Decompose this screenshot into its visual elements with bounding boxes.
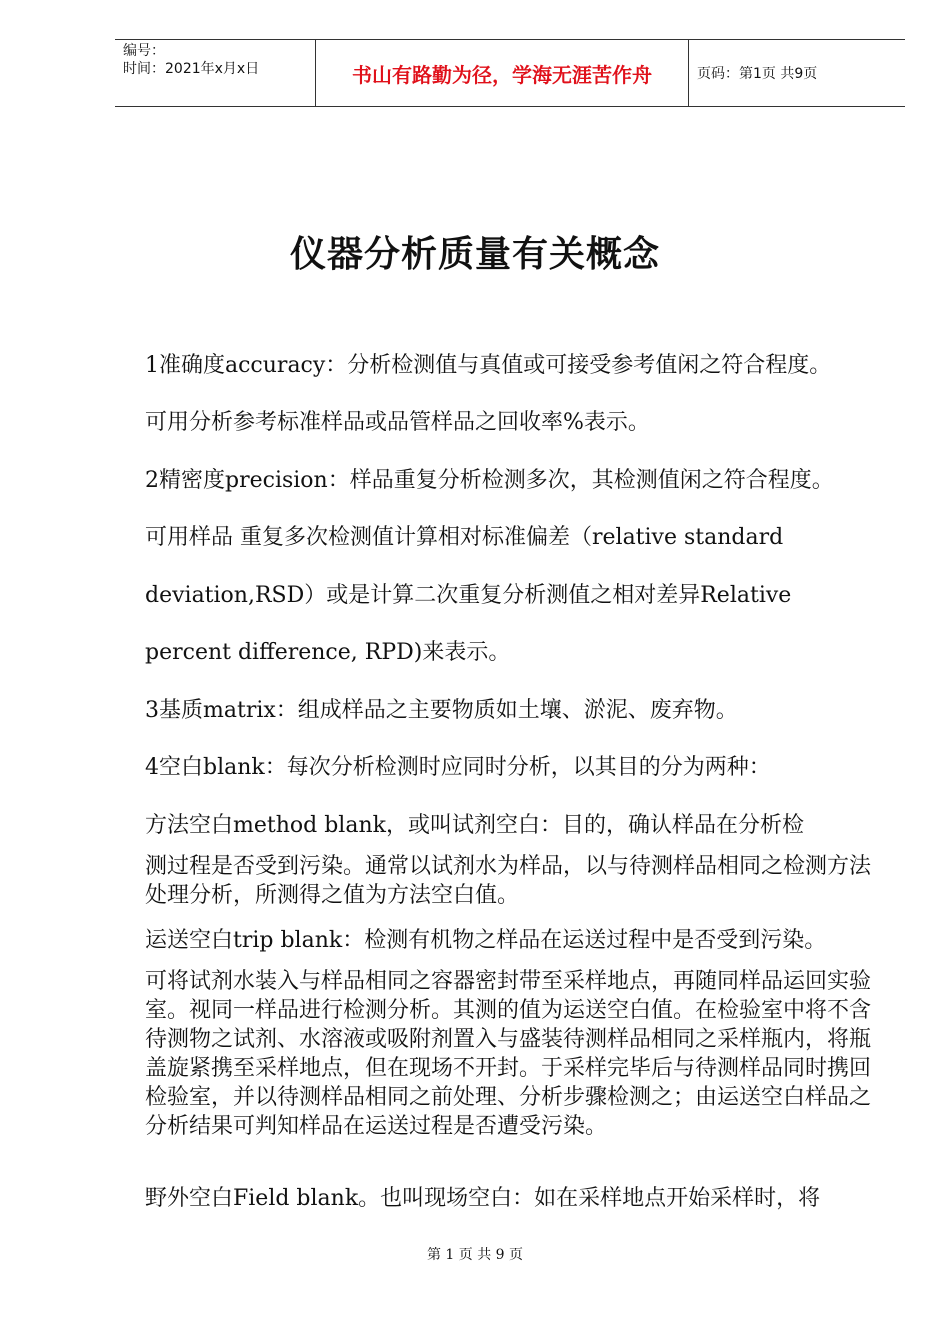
text-line: percent difference, RPD)来表示。 — [145, 640, 511, 665]
header-meta — [115, 40, 315, 106]
document-header — [115, 39, 905, 107]
text-line: 3基质matrix：组成样品之主要物质如土壤、淤泥、废弃物。 — [145, 698, 738, 723]
text-paragraph: 可将试剂水装入与样品相同之容器密封带至采样地点，再随同样品运回实验室。视同一样品进行检测分析。其测的值为运送空白值。在检验室中将不含待测物之试剂、水溶液或吸附剂置入与盛装待测样品相同之采样瓶内，将瓶盖旋紧携至采样地点，但在现场不开封。于采样完毕后与待测样品同时携回检验室，并以待测样品相同之前处理、分析步骤检测之；由运送空白样品之分析结果可判知样品在运送过程是否遭受污染。 — [145, 969, 872, 1139]
text-line: 方法空白method blank，或叫试剂空白：目的，确认样品在分析检 — [145, 813, 804, 838]
text-line: 可用样品 重复多次检测值计算相对标准偏差（relative standard — [145, 525, 784, 550]
text-line: 1准确度accuracy：分析检测值与真值或可接受参考值闲之符合程度。 — [145, 353, 832, 378]
document-title: 仪器分析质量有关概念 — [289, 233, 660, 275]
header-motto: 书山有路勤为径，学海无涯苦作舟 — [315, 40, 689, 106]
page-footer: 第 1 页 共 9 页 — [426, 1247, 524, 1263]
text-line: 4空白blank：每次分析检测时应同时分析，以其目的分为两种： — [145, 755, 771, 780]
time-label: 时间：2021年x月x日 — [123, 61, 260, 77]
header-page-info: 页码：第1页 共9页 — [697, 66, 818, 82]
text-line: 野外空白Field blank。也叫现场空白：如在采样地点开始采样时，将 — [145, 1186, 821, 1211]
text-line: 2精密度precision：样品重复分析检测多次，其检测值闲之符合程度。 — [145, 468, 834, 493]
text-line: 可用分析参考标准样品或品管样品之回收率%表示。 — [145, 410, 650, 435]
text-line: 运送空白trip blank：检测有机物之样品在运送过程中是否受到污染。 — [145, 928, 827, 953]
number-label: 编号： — [123, 43, 165, 59]
text-paragraph: 测过程是否受到污染。通常以试剂水为样品，以与待测样品相同之检测方法处理分析，所测得之值为方法空白值。 — [145, 854, 872, 908]
text-line: deviation,RSD）或是计算二次重复分析测值之相对差异Relative — [145, 583, 792, 608]
